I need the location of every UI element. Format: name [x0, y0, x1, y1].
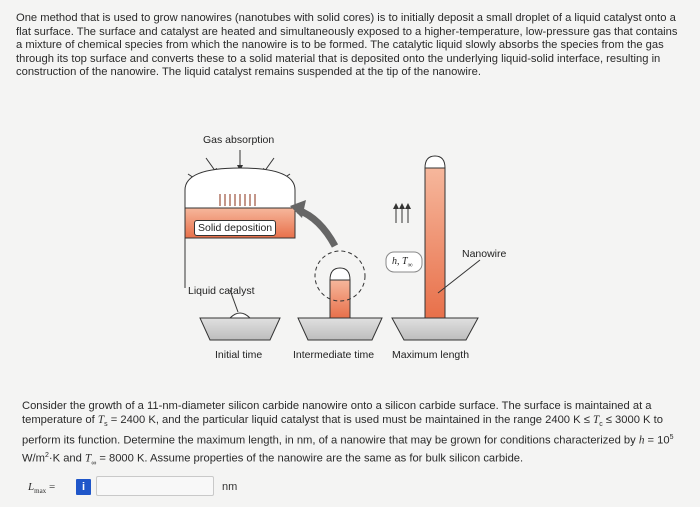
nanowire-growth-figure [170, 128, 550, 373]
problem-question: Consider the growth of a 11-nm-diameter silicon carbide nanowire onto a silicon carbide surface. The surface is maintained at a temperature of $T_s = 2400$ K, and the particular liquid catalyst that is used must be maintained in the range 2400 $K \le T_c \le 3000$ K to perform its function. Determine the maximum length, in nm, of a nanowire that may be grown for conditions characterized by $h = 10^5$ $W/m^2\cdot K$ and $T_\infty = 8000$ K. Assume properties of the nanowire are the same as for bulk silicon carbide. [22, 400, 674, 467]
solid-deposition-label: Solid deposition [194, 220, 276, 236]
answer-input[interactable] [96, 476, 214, 496]
problem-intro: One method that is used to grow nanowires (nanotubes with solid cores) is to initially deposit a small droplet of a liquid catalyst onto a flat surface. The surface and catalyst are heated and simultaneously exposed to a higher-temperature, low-pressure gas that contains a mixture of chemical species from which the nanowire is to be formed. The catalytic liquid slowly absorbs the species from the gas through its top surface and converts these to a solid material that is deposited onto the underlying liquid-solid interface, resulting in construction of the nanowire. The liquid catalyst remains suspended at the tip of the nanowire. [16, 12, 678, 79]
growth-arrow [298, 210, 335, 246]
convection-arrows [396, 206, 408, 223]
intermediate-time-label: Intermediate time [293, 349, 375, 361]
initial-time-label: Initial time [215, 349, 263, 361]
answer-row [22, 476, 322, 500]
lmax-label: $L_{max}$ = [28, 481, 56, 496]
nanowire-label: Nanowire [462, 248, 507, 260]
info-icon[interactable]: i [76, 479, 91, 495]
maximum-length-label: Maximum length [392, 349, 470, 361]
liquid-catalyst-label: Liquid catalyst [188, 285, 255, 297]
initial-time-drawing [200, 290, 280, 340]
unit-label: nm [222, 481, 238, 493]
intermediate-time-drawing [298, 251, 382, 340]
gas-absorption-label: Gas absorption [203, 134, 275, 146]
h-t-label: h, $T_\infty$ [392, 256, 413, 269]
